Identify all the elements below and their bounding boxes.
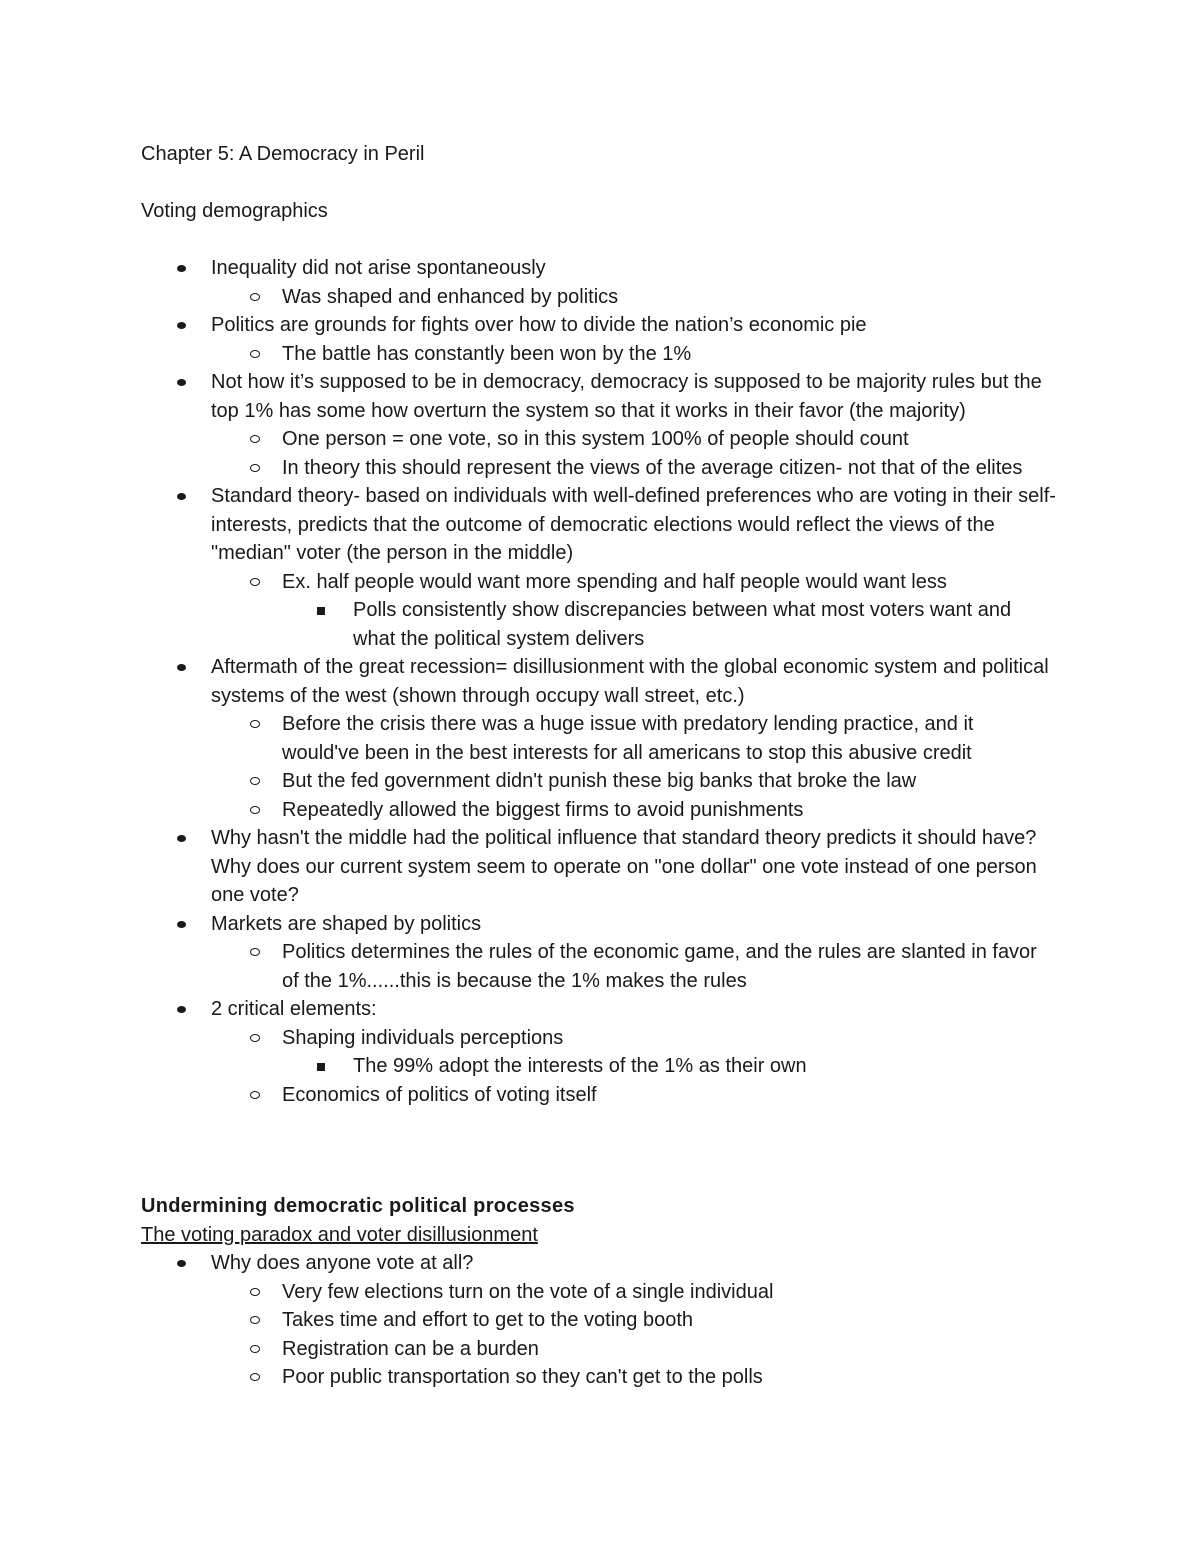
list-item-text: Inequality did not arise spontaneously xyxy=(211,257,546,279)
list-item xyxy=(211,482,1071,568)
hollow-bullet-icon xyxy=(250,464,260,472)
list-item xyxy=(211,910,1071,939)
square-bullet-icon xyxy=(317,1063,325,1071)
list-item xyxy=(282,425,1052,454)
list-item-text: Ex. half people would want more spending and half people would want less xyxy=(282,570,947,593)
list-item xyxy=(282,283,1052,312)
list-item-text: Before the crisis there was a huge issue with predatory lending practice, and it would've been in the best interests for all americans to stop this abusive credit xyxy=(282,713,974,764)
section-title-voting-demographics: Voting demographics xyxy=(141,200,328,222)
list-item-text: Why does anyone vote at all? xyxy=(211,1252,474,1274)
filled-bullet-icon xyxy=(177,493,186,500)
list-item-text: Takes time and effort to get to the voting booth xyxy=(282,1309,694,1331)
list-item xyxy=(353,1052,1053,1081)
list-item xyxy=(353,596,1053,653)
list-item-text: The battle has constantly been won by the 1% xyxy=(282,342,692,365)
list-item-text: Registration can be a burden xyxy=(282,1337,539,1360)
list-item xyxy=(282,1306,1052,1335)
list-item-text: Aftermath of the great recession= disillusionment with the global economic system and political systems of the west (shown through occupy wall street, etc.) xyxy=(211,656,1049,707)
list-item-text: But the fed government didn't punish these big banks that broke the law xyxy=(282,770,917,792)
list-item-text: Politics determines the rules of the economic game, and the rules are slanted in favor of the 1%......this is because the 1% makes the rules xyxy=(282,941,1037,992)
hollow-bullet-icon xyxy=(250,350,260,358)
hollow-bullet-icon xyxy=(250,948,260,956)
list-item xyxy=(282,1335,1052,1364)
list-item-text: The 99% adopt the interests of the 1% as their own xyxy=(353,1055,807,1077)
hollow-bullet-icon xyxy=(250,1373,260,1381)
list-item-text: Politics are grounds for fights over how to divide the nation’s economic pie xyxy=(211,314,867,336)
list-item-text: Very few elections turn on the vote of a single individual xyxy=(282,1280,774,1303)
hollow-bullet-icon xyxy=(250,1034,260,1042)
subsection-heading-voting-paradox: The voting paradox and voter disillusionment xyxy=(141,1224,538,1246)
list-item xyxy=(211,368,1071,425)
list-item xyxy=(282,454,1052,483)
list-item xyxy=(282,568,1052,597)
list-item-text: 2 critical elements: xyxy=(211,998,377,1020)
list-item-text: In theory this should represent the views of the average citizen- not that of the elites xyxy=(282,456,1023,479)
list-item-text: Was shaped and enhanced by politics xyxy=(282,285,619,308)
filled-bullet-icon xyxy=(177,1006,186,1013)
list-item xyxy=(282,710,1052,767)
list-item xyxy=(211,254,1071,283)
list-item xyxy=(282,340,1052,369)
hollow-bullet-icon xyxy=(250,1288,260,1296)
list-item xyxy=(282,796,1052,825)
filled-bullet-icon xyxy=(177,1260,186,1267)
list-item xyxy=(211,995,1071,1024)
list-item-text: Markets are shaped by politics xyxy=(211,912,482,935)
hollow-bullet-icon xyxy=(250,1316,260,1324)
list-item-text: Poor public transportation so they can't get to the polls xyxy=(282,1366,763,1388)
hollow-bullet-icon xyxy=(250,720,260,728)
list-item xyxy=(282,1081,1052,1110)
list-item xyxy=(282,1363,1052,1392)
list-item xyxy=(282,1278,1052,1307)
hollow-bullet-icon xyxy=(250,293,260,301)
hollow-bullet-icon xyxy=(250,435,260,443)
list-item-text: Not how it’s supposed to be in democracy, democracy is supposed to be majority rules but the top 1% has some how overturn the system so that it works in their favor (the majority) xyxy=(211,371,1042,422)
list-item-text: Shaping individuals perceptions xyxy=(282,1026,564,1049)
hollow-bullet-icon xyxy=(250,578,260,586)
document-title: Chapter 5: A Democracy in Peril xyxy=(141,143,425,165)
list-item xyxy=(282,1024,1052,1053)
list-item-text: Repeatedly allowed the biggest firms to avoid punishments xyxy=(282,798,804,821)
list-item xyxy=(282,938,1052,995)
list-item-text: Standard theory- based on individuals with well-defined preferences who are voting in their self-interests, predicts that the outcome of democratic elections would reflect the views of the "median" voter (the person in the middle) xyxy=(211,485,1056,564)
list-item xyxy=(211,311,1071,340)
list-item-text: Polls consistently show discrepancies between what most voters want and what the political system delivers xyxy=(353,599,1012,650)
list-item-text: Economics of politics of voting itself xyxy=(282,1083,597,1106)
list-item-text: Why hasn't the middle had the political influence that standard theory predicts it should have? Why does our current system seem to operate on "one dollar" one vote instead of one person one vote? xyxy=(211,827,1037,906)
list-item xyxy=(211,1249,1071,1278)
list-item xyxy=(211,653,1071,710)
filled-bullet-icon xyxy=(177,921,186,928)
bullet-list-voting-demographics xyxy=(0,254,1200,1109)
hollow-bullet-icon xyxy=(250,777,260,785)
hollow-bullet-icon xyxy=(250,1091,260,1099)
section-heading-undermining: Undermining democratic political processes xyxy=(141,1195,575,1217)
bullet-list-voting-paradox xyxy=(0,1249,1200,1392)
filled-bullet-icon xyxy=(177,835,186,842)
filled-bullet-icon xyxy=(177,664,186,671)
list-item xyxy=(282,767,1052,796)
list-item-text: One person = one vote, so in this system 100% of people should count xyxy=(282,428,909,450)
hollow-bullet-icon xyxy=(250,1345,260,1353)
square-bullet-icon xyxy=(317,607,325,615)
filled-bullet-icon xyxy=(177,322,186,329)
filled-bullet-icon xyxy=(177,379,186,386)
list-item xyxy=(211,824,1071,910)
hollow-bullet-icon xyxy=(250,806,260,814)
filled-bullet-icon xyxy=(177,265,186,272)
